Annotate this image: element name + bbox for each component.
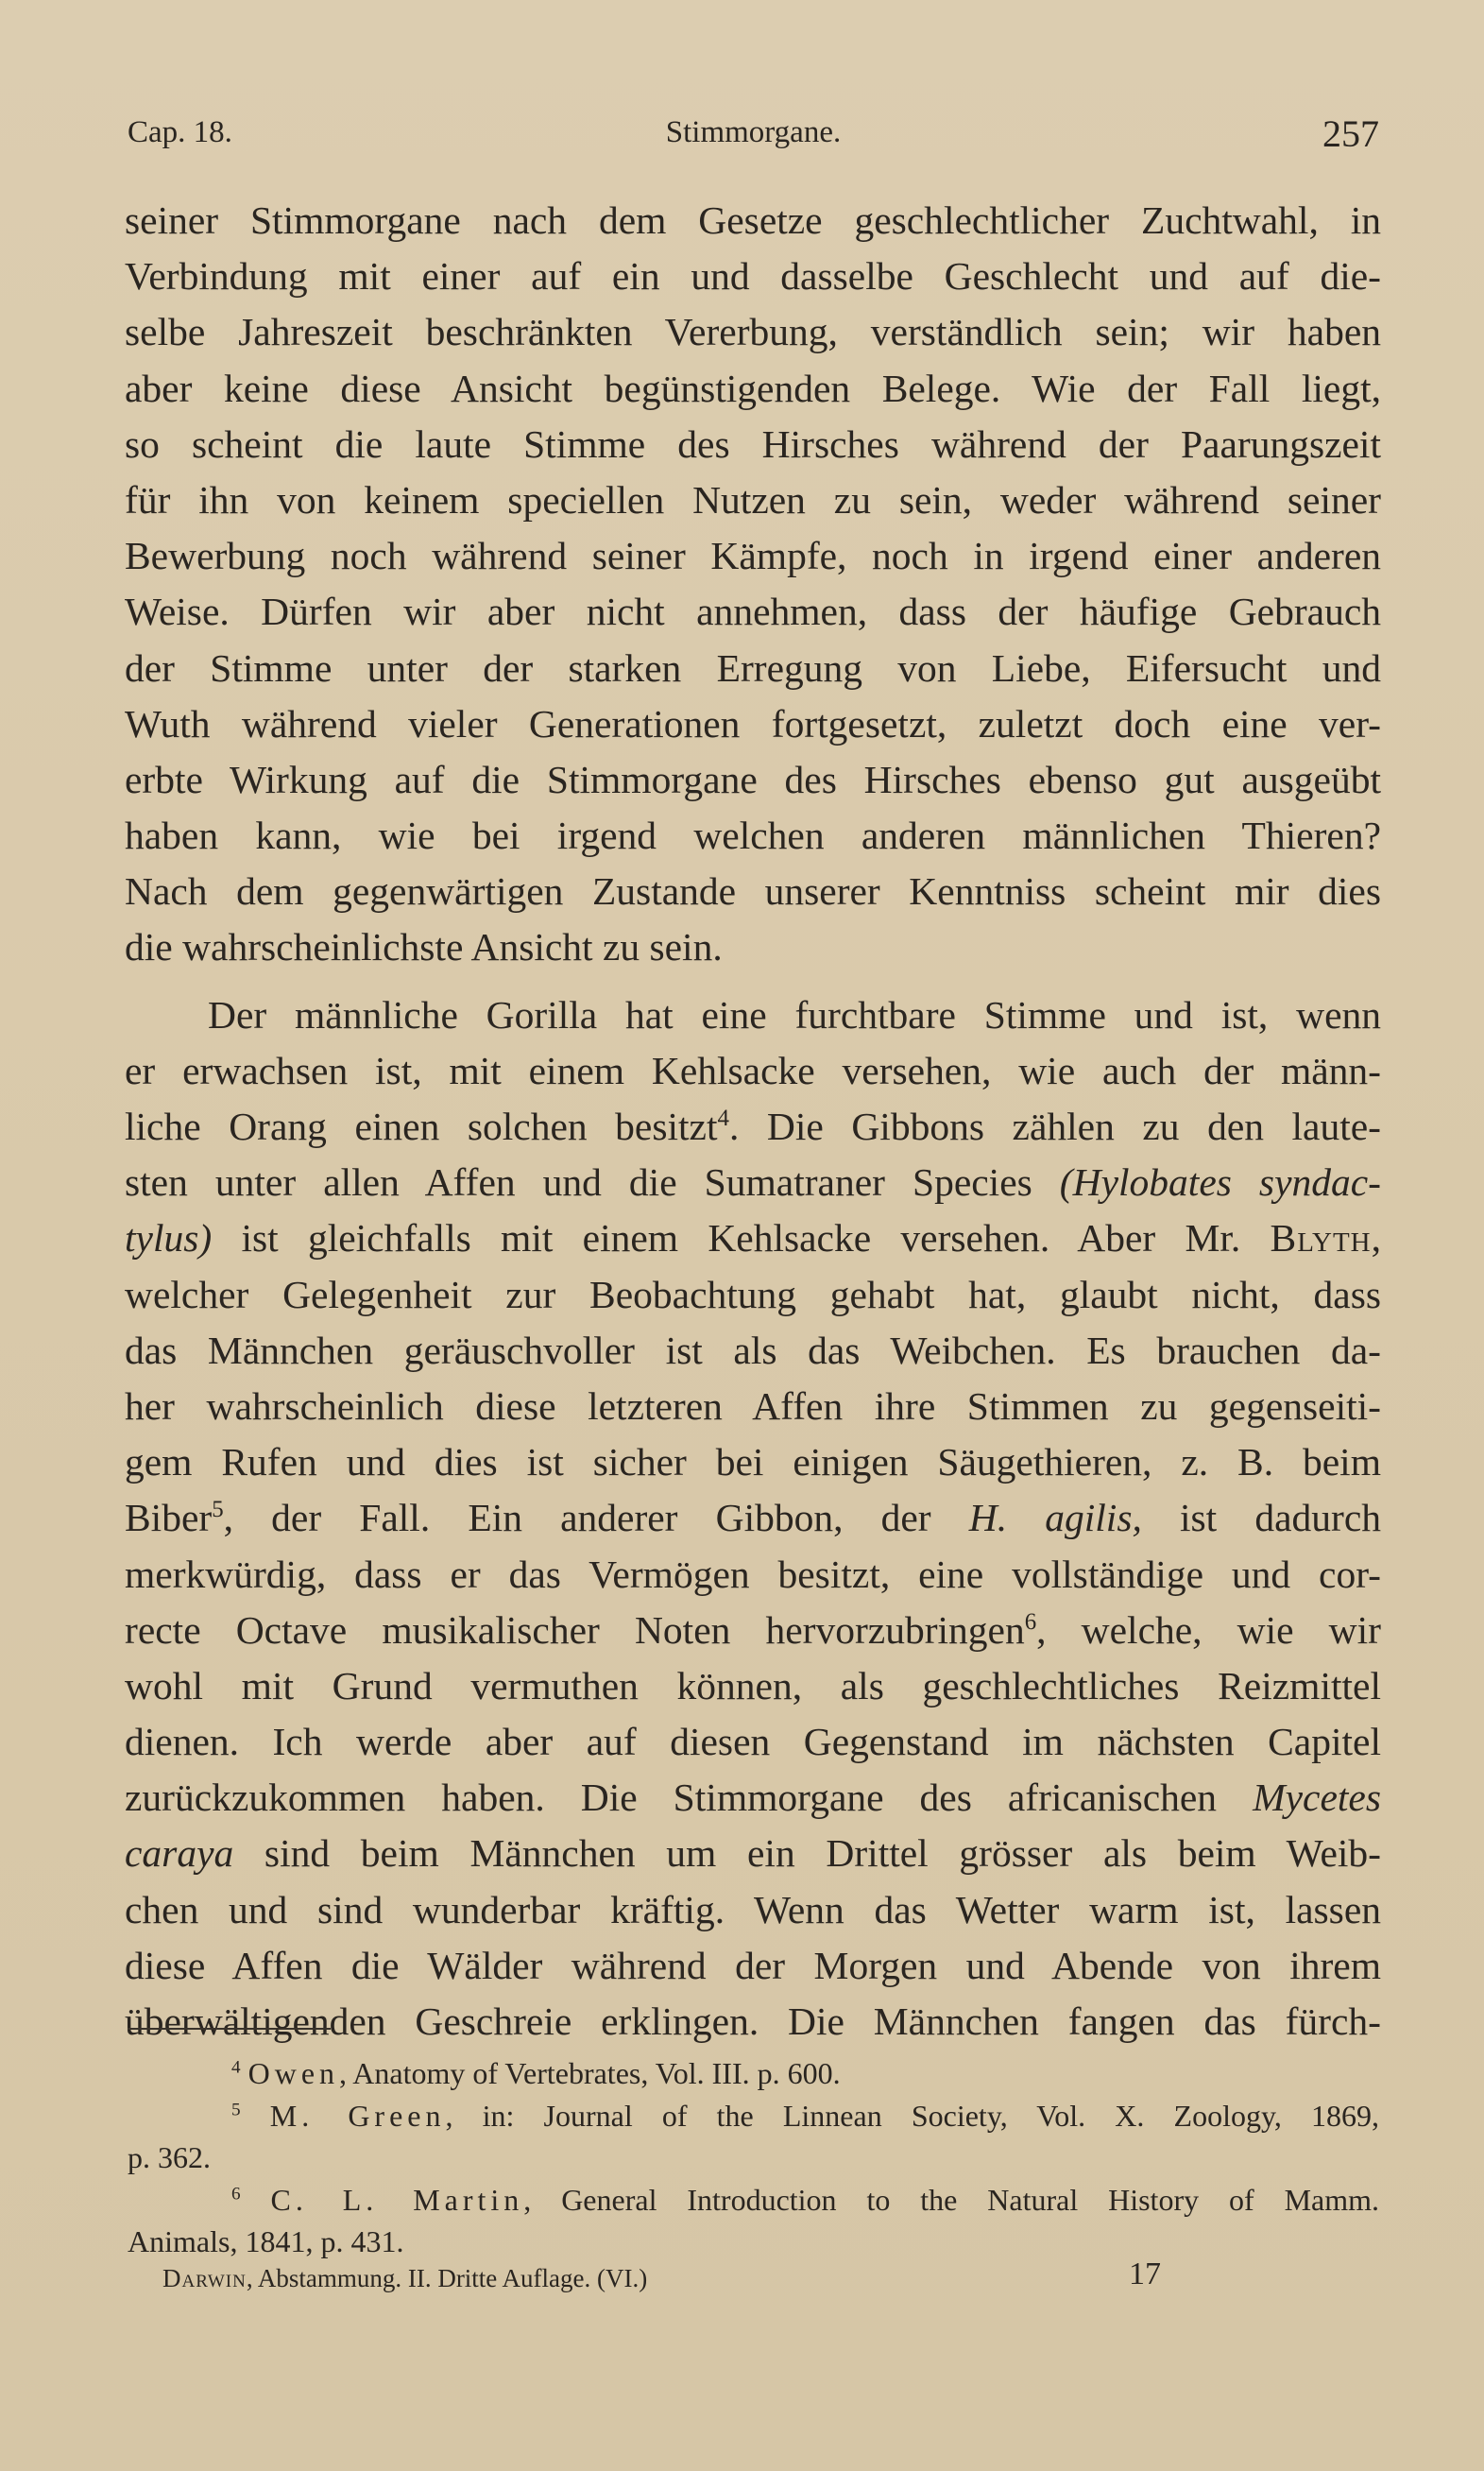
paragraph-1 bbox=[125, 193, 1381, 976]
text-line: Verbindung mit einer auf ein und dasselbe Geschlecht und auf die- bbox=[125, 254, 1381, 299]
footnote-ref-5[interactable]: 5 bbox=[212, 1497, 224, 1523]
text-run: , der Fall. Ein anderer Gibbon, der bbox=[223, 1496, 969, 1540]
text-line: haben kann, wie bei irgend welchen anderen männlichen Thieren? bbox=[125, 814, 1381, 858]
text-run: sten unter allen Affen und die Sumatraner Species bbox=[125, 1160, 1060, 1205]
text-run: ist gleichfalls mit einem Kehlsacke versehen. Aber Mr. bbox=[212, 1216, 1271, 1261]
text-line: Nach dem gegenwärtigen Zustande unserer Kenntniss scheint mir dies bbox=[125, 869, 1381, 914]
running-header bbox=[128, 112, 1379, 159]
footnote-author: M. Green bbox=[269, 2098, 446, 2133]
footnote-mark: 5 bbox=[231, 2099, 241, 2119]
text-line bbox=[125, 1770, 1381, 1826]
text-line: aber keine diese Ansicht begünstigenden Belege. Wie der Fall liegt, bbox=[125, 366, 1381, 410]
small-caps-run: Blyth bbox=[1270, 1216, 1372, 1261]
text-line: das Männchen geräuschvoller ist als das Weibchen. Es brauchen da- bbox=[125, 1328, 1381, 1372]
text-run: sind beim Männchen um ein Drittel grösser als beim Weib- bbox=[233, 1831, 1381, 1876]
footnote-line: p. 362. bbox=[128, 2140, 211, 2174]
running-title: Stimmorgane. bbox=[665, 115, 842, 149]
text-line: so scheint die laute Stimme des Hirsches während der Paarungszeit bbox=[125, 421, 1381, 466]
footnote-text: , Anatomy of Vertebrates, Vol. III. p. 600. bbox=[339, 2056, 841, 2090]
text-line: die wahrscheinlichste Ansicht zu sein. bbox=[125, 925, 723, 970]
footnote-line bbox=[128, 2095, 1379, 2137]
footnote-divider bbox=[128, 2028, 331, 2030]
imprint-text: , Abstammung. II. Dritte Auflage. (VI.) bbox=[246, 2264, 648, 2292]
footnote-text: , General Introduction to the Natural History of Mamm. bbox=[523, 2182, 1380, 2217]
imprint-author: Darwin bbox=[162, 2264, 247, 2292]
footnote-ref-4[interactable]: 4 bbox=[717, 1106, 729, 1132]
text-line: für ihn von keinem speciellen Nutzen zu sein, weder während seiner bbox=[125, 477, 1381, 522]
footnotes bbox=[128, 2052, 1379, 2263]
text-run: , bbox=[1371, 1216, 1381, 1261]
footnote-4 bbox=[128, 2052, 1379, 2095]
text-line: erbte Wirkung auf die Stimmorgane des Hirsches ebenso gut ausgeübt bbox=[125, 757, 1381, 801]
footnote-author: C. L. Martin bbox=[270, 2182, 524, 2217]
text-run: Biber bbox=[125, 1496, 213, 1540]
text-line: Wuth während vieler Generationen fortgesetzt, zuletzt doch eine ver- bbox=[125, 701, 1381, 746]
page-number: 257 bbox=[1322, 112, 1379, 155]
italic-run: tylus) bbox=[125, 1216, 213, 1261]
text-line bbox=[125, 1826, 1381, 1881]
footnote-mark: 4 bbox=[231, 2057, 241, 2078]
text-line: wohl mit Grund vermuthen können, als geschlechtliches Reizmittel bbox=[125, 1663, 1381, 1707]
text-run: . Die Gibbons zählen zu den laute- bbox=[728, 1105, 1381, 1148]
text-line: Der männliche Gorilla hat eine furchtbare Stimme und ist, wenn bbox=[208, 992, 1381, 1037]
text-line: Bewerbung noch während seiner Kämpfe, noch in irgend einer anderen bbox=[125, 534, 1381, 578]
text-line: selbe Jahreszeit beschränkten Vererbung, verständlich sein; wir haben bbox=[125, 310, 1381, 354]
italic-run: Mycetes bbox=[1253, 1776, 1381, 1820]
text-run: recte Octave musikalischer Noten hervorzubringen bbox=[125, 1607, 1025, 1652]
chapter-label: Cap. 18. bbox=[128, 115, 232, 149]
italic-run: (Hylobates syndac- bbox=[1059, 1160, 1381, 1205]
paragraph-2 bbox=[125, 987, 1381, 2051]
footnote-author: Owen bbox=[247, 2056, 340, 2090]
text-line: der Stimme unter der starken Erregung von Liebe, Eifersucht und bbox=[125, 645, 1381, 690]
text-run: liche Orang einen solchen besitzt bbox=[125, 1105, 718, 1148]
italic-run: caraya bbox=[125, 1831, 234, 1876]
text-line bbox=[125, 1603, 1381, 1658]
text-line bbox=[125, 1210, 1381, 1266]
footnote-6 bbox=[128, 2179, 1379, 2263]
text-line: welcher Gelegenheit zur Beobachtung gehabt hat, glaubt nicht, dass bbox=[125, 1272, 1381, 1316]
text-line: überwältigenden Geschreie erklingen. Die Männchen fangen das fürch- bbox=[125, 1999, 1381, 2043]
text-line bbox=[125, 1155, 1381, 1210]
footnote-text: , in: Journal of the Linnean Society, Vol. X. Zoology, 1869, bbox=[445, 2098, 1380, 2133]
text-run: , welche, wie wir bbox=[1036, 1607, 1381, 1652]
text-line: Weise. Dürfen wir aber nicht annehmen, dass der häufige Gebrauch bbox=[125, 590, 1381, 634]
imprint-footer bbox=[162, 2257, 1202, 2293]
italic-run: H. agilis, bbox=[968, 1496, 1142, 1540]
text-line bbox=[125, 1490, 1381, 1546]
text-line: er erwachsen ist, mit einem Kehlsacke versehen, wie auch der männ- bbox=[125, 1048, 1381, 1092]
text-run: zurückzukommen haben. Die Stimmorgane des africanischen bbox=[125, 1776, 1254, 1820]
footnote-mark: 6 bbox=[231, 2183, 241, 2204]
signature-mark: 17 bbox=[1129, 2257, 1161, 2291]
text-line: chen und sind wunderbar kräftig. Wenn das Wetter warm ist, lassen bbox=[125, 1887, 1381, 1931]
text-run: ist dadurch bbox=[1141, 1496, 1381, 1540]
text-line: dienen. Ich werde aber auf diesen Gegenstand im nächsten Capitel bbox=[125, 1720, 1381, 1764]
text-line: merkwürdig, dass er das Vermögen besitzt, eine vollständige und cor- bbox=[125, 1552, 1381, 1596]
text-line: her wahrscheinlich diese letzteren Affen ihre Stimmen zu gegenseiti- bbox=[125, 1383, 1381, 1428]
text-line: seiner Stimmorgane nach dem Gesetze geschlechtlicher Zuchtwahl, in bbox=[125, 198, 1381, 242]
footnote-line bbox=[128, 2179, 1379, 2222]
main-text bbox=[125, 193, 1381, 2050]
footnote-line: Animals, 1841, p. 431. bbox=[128, 2224, 404, 2258]
footnote-5 bbox=[128, 2095, 1379, 2179]
footnote-line bbox=[128, 2052, 1379, 2095]
footnote-ref-6[interactable]: 6 bbox=[1024, 1608, 1037, 1635]
text-line: gem Rufen und dies ist sicher bei einigen Säugethieren, z. B. beim bbox=[125, 1440, 1381, 1484]
text-line bbox=[125, 1099, 1381, 1155]
text-line: diese Affen die Wälder während der Morgen und Abende von ihrem bbox=[125, 1943, 1381, 1987]
